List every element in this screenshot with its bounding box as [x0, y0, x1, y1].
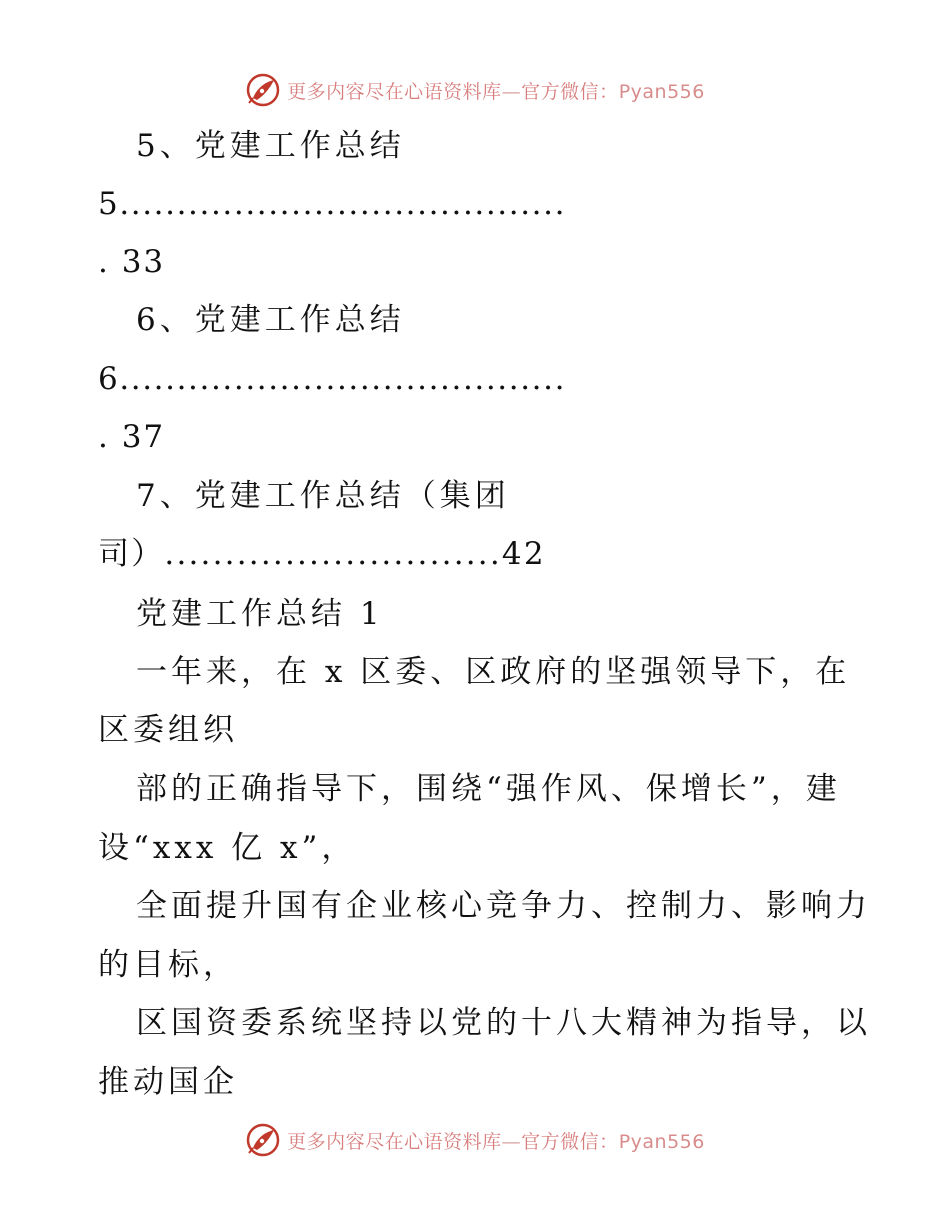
paragraph-line: 推动国企 [98, 1064, 238, 1100]
header-watermark [0, 70, 950, 110]
toc-entry-page: . 37 [98, 419, 166, 455]
pen-nib-logo-icon [245, 72, 281, 108]
watermark-text: 更多内容尽在心语资料库—官方微信：Pyan556 [287, 80, 705, 103]
toc-entry-title: 7、党建工作总结（集团 [136, 478, 510, 514]
paragraph-line: 部的正确指导下，围绕“强作风、保增长”，建 [136, 771, 841, 807]
watermark-text: 更多内容尽在心语资料库—官方微信：Pyan556 [287, 1130, 705, 1153]
paragraph-line: 全面提升国有企业核心竞争力、控制力、影响力 [136, 888, 871, 924]
toc-entry-leader: 司）............................42 [98, 536, 546, 572]
toc-entry-page: . 33 [98, 244, 166, 280]
paragraph-line: 的目标， [98, 947, 238, 983]
paragraph-line: 区国资委系统坚持以党的十八大精神为指导，以 [136, 1005, 871, 1041]
toc-entry-leader: 6....................................... [98, 361, 567, 397]
section-heading: 党建工作总结 1 [136, 596, 384, 632]
toc-entry-title: 6、党建工作总结 [136, 302, 405, 338]
toc-entry-leader: 5....................................... [98, 186, 567, 222]
paragraph-line: 设“xxx 亿 x”， [98, 830, 357, 866]
toc-entry-title: 5、党建工作总结 [136, 128, 405, 164]
paragraph-line: 一年来，在 x 区委、区政府的坚强领导下，在 [136, 654, 851, 690]
footer-watermark [0, 1120, 950, 1160]
paragraph-line: 区委组织 [98, 712, 238, 748]
pen-nib-logo-icon [245, 1122, 281, 1158]
